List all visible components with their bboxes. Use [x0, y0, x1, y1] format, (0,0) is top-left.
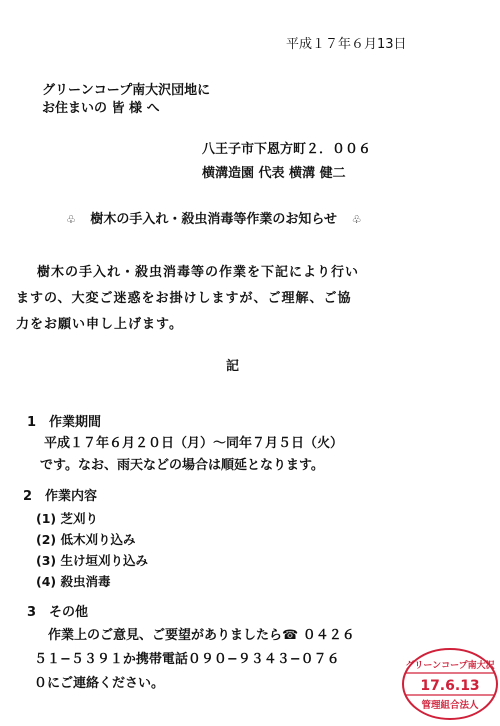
recipient-line-1: グリーンコープ南大沢団地に [42, 83, 211, 98]
section-3-line-1: 作業上のご意見、ご要望がありましたら☎ ０４２６ [48, 628, 355, 643]
document-title [66, 213, 361, 226]
work-item-2: (2) 低木刈り込み [36, 532, 136, 547]
sender-name: 横溝造園 代表 横溝 健二 [202, 166, 346, 181]
ki-heading: 記 [226, 359, 240, 374]
document-date: 平成１７年６月13日 [286, 37, 407, 52]
section-3-heading: 3 その他 [27, 605, 89, 620]
section-3-line-3: ０にご連絡ください。 [34, 676, 165, 691]
section-1-heading: 1 作業期間 [27, 415, 102, 430]
intro-line-2: ますの、大変ご迷惑をお掛けしますが、ご理解、ご協 [16, 291, 352, 306]
work-item-1: (1) 芝刈り [36, 511, 98, 526]
section-3-line-2: ５１−５３９１か携帯電話０９０−９３４３−０７６ [34, 652, 340, 667]
club-mark-left-icon: ♧ [66, 213, 76, 226]
intro-line-3: 力をお願い申し上げます。 [16, 317, 183, 332]
stamp-seal-icon [400, 646, 500, 722]
title-text: 樹木の手入れ・殺虫消毒等作業のお知らせ [90, 212, 338, 227]
section-1-line-1: 平成１７年６月２０日（月）〜同年７月５日（火） [44, 436, 344, 451]
recipient-line-2: お住まいの 皆 様 へ [42, 101, 160, 116]
section-2-heading: 2 作業内容 [23, 489, 98, 504]
stamp-date-text: 17.6.13 [420, 678, 480, 694]
section-1-line-2: です。なお、雨天などの場合は順延となります。 [40, 458, 324, 473]
stamp-bottom-text: 管理組合法人 [421, 700, 479, 711]
sender-address: 八王子市下恩方町２．００６ [202, 142, 372, 157]
work-item-4: (4) 殺虫消毒 [36, 574, 111, 589]
work-item-3: (3) 生け垣刈り込み [36, 553, 148, 568]
stamp-top-text: グリーンコープ南大沢 [405, 661, 495, 671]
intro-line-1: 樹木の手入れ・殺虫消毒等の作業を下記により行い [37, 265, 360, 280]
club-mark-right-icon: ♧ [351, 213, 362, 226]
approval-stamp [400, 646, 500, 722]
